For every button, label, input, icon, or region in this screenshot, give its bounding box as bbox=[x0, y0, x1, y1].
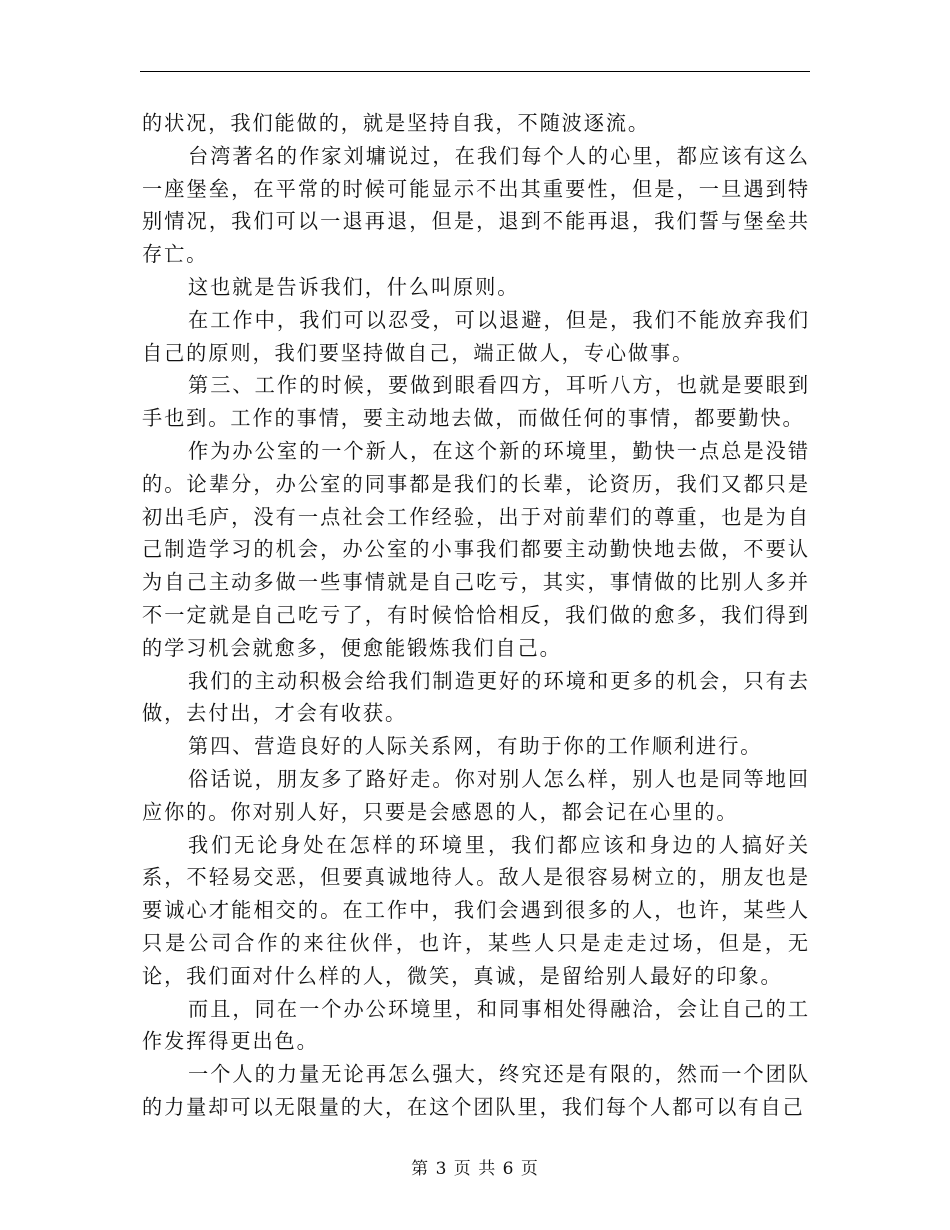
header-rule bbox=[140, 71, 810, 72]
paragraph: 第四、营造良好的人际关系网，有助于你的工作顺利进行。 bbox=[188, 734, 763, 759]
paragraph: 我们无论身处在怎样的环境里，我们都应该和身边的人搞好关系，不轻易交恶，但要真诚地待人。敌人是很容易树立的，朋友也是要诚心才能相交的。在工作中，我们会遇到很多的人，也许，某些人只是公司合作的来往伙伴，也许，某些人只是走走过场，但是，无论，我们面对什么样的人，微笑，真诚，是留给别人最好的印象。 bbox=[142, 832, 810, 988]
footer-prefix: 第 bbox=[411, 1159, 430, 1179]
paragraph: 在工作中，我们可以忍受，可以退避，但是，我们不能放弃我们自己的原则，我们要坚持做自己，端正做人，专心做事。 bbox=[142, 307, 810, 365]
paragraph: 的状况，我们能做的，就是坚持自我，不随波逐流。 bbox=[142, 111, 651, 135]
paragraph: 一个人的力量无论再怎么强大，终究还是有限的，然而一个团队的力量却可以无限量的大，在这个团队里，我们每个人都可以有自己 bbox=[142, 1062, 810, 1119]
paragraph: 我们的主动积极会给我们制造更好的环境和更多的机会，只有去做，去付出，才会有收获。 bbox=[142, 668, 810, 726]
paragraph: 台湾著名的作家刘墉说过，在我们每个人的心里，都应该有这么一座堡垒，在平常的时候可能显示不出其重要性，但是，一旦遇到特别情况，我们可以一退再退，但是，退到不能再退，我们誓与堡垒共存亡。 bbox=[142, 143, 810, 267]
paragraph: 这也就是告诉我们，什么叫原则。 bbox=[188, 274, 520, 299]
footer-middle: 页 共 bbox=[453, 1159, 497, 1179]
paragraph: 作为办公室的一个新人，在这个新的环境里，勤快一点总是没错的。论辈分，办公室的同事都是我们的长辈，论资历，我们又都只是初出毛庐，没有一点社会工作经验，出于对前辈们的尊重，也是为自己制造学习的机会，办公室的小事我们都要主动勤快地去做，不要认为自己主动多做一些事情就是自己吃亏，其实，事情做的比别人多并不一定就是自己吃亏了，有时候恰恰相反，我们做的愈多，我们得到的学习机会就愈多，便愈能锻炼我们自己。 bbox=[142, 438, 810, 660]
paragraph: 第三、工作的时候，要做到眼看四方，耳听八方，也就是要眼到手也到。工作的事情，要主动地去做，而做任何的事情，都要勤快。 bbox=[142, 373, 810, 431]
footer-suffix: 页 bbox=[520, 1159, 539, 1179]
current-page-number: 3 bbox=[435, 1159, 448, 1179]
document-body bbox=[142, 107, 810, 1124]
page-footer bbox=[0, 1154, 950, 1179]
paragraph: 而且，同在一个办公环境里，和同事相处得融洽，会让自己的工作发挥得更出色。 bbox=[142, 996, 810, 1054]
paragraph: 俗话说，朋友多了路好走。你对别人怎么样，别人也是同等地回应你的。你对别人好，只要是会感恩的人，都会记在心里的。 bbox=[142, 766, 810, 824]
total-page-count: 6 bbox=[502, 1159, 515, 1179]
